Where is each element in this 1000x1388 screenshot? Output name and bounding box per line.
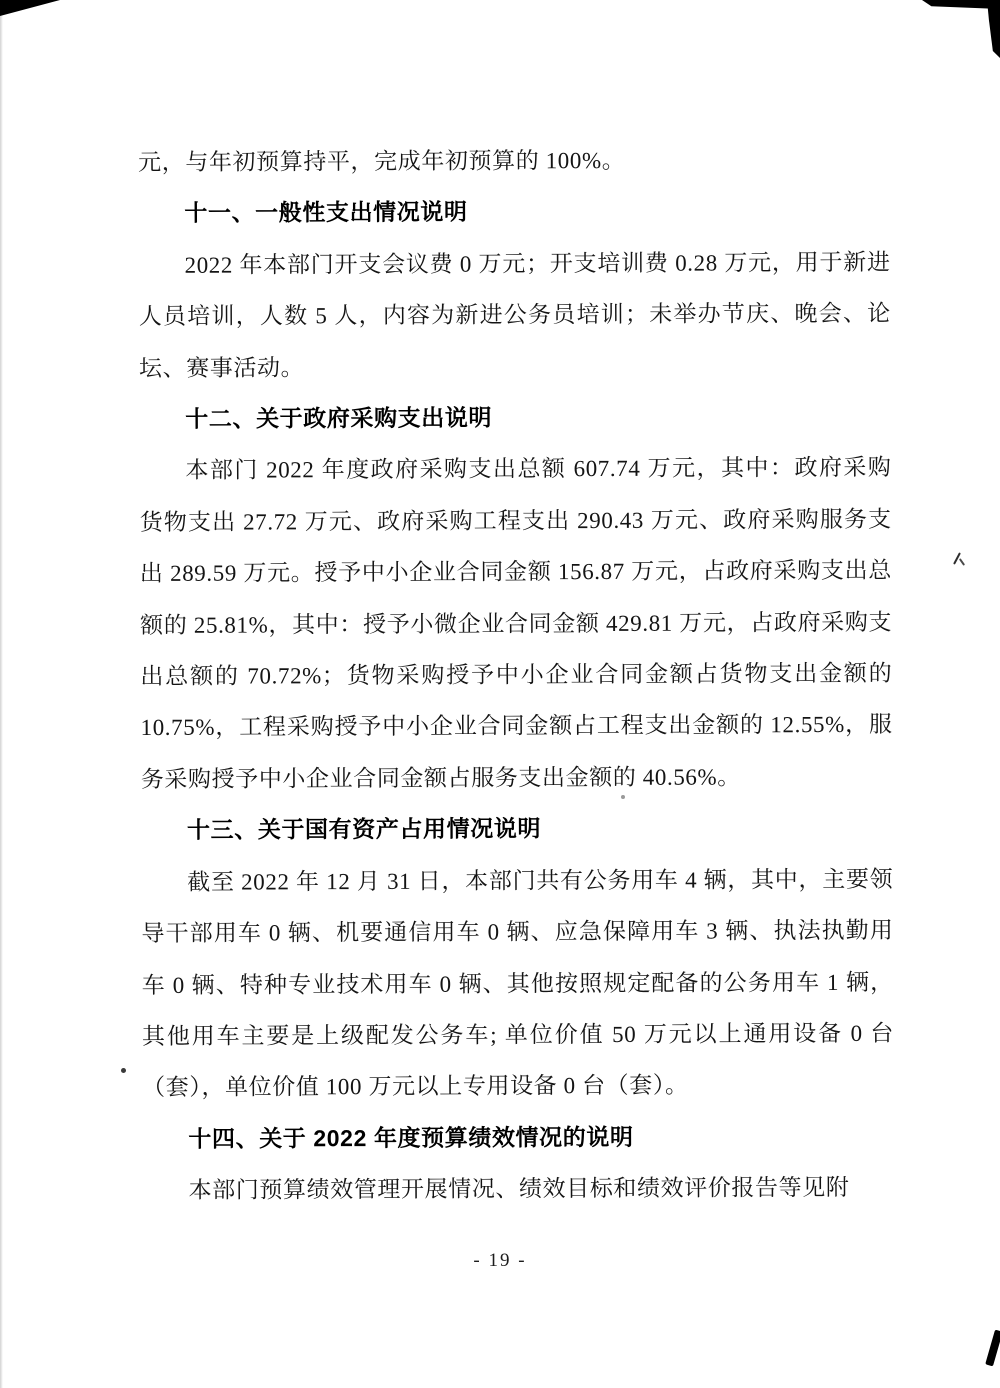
page-number: - 19 - — [473, 1250, 527, 1271]
section-13-paragraph: 截至 2022 年 12 月 31 日，本部门共有公务用车 4 辆，其中，主要领导干部用车 0 辆、机要通信用车 0 辆、应急保障用车 3 辆、执法执勤用车 0 辆、特种专业技术用车 0 辆、其他按照规定配备的公务用车 1 辆，其他用车主要是上级配发公务车; 单位价值 50 万元以上通用设备 0 台（套），单位价值 100 万元以上专用设备 0 台（套）。 — [141, 866, 894, 1101]
section-12-paragraph: 本部门 2022 年度政府采购支出总额 607.74 万元，其中：政府采购货物支出 27.72 万元、政府采购工程支出 290.43 万元、政府采购服务支出 289.59 万元。授予中小企业合同金额 156.87 万元，占政府采购支出总额的 25.81%，其中：授予小微企业合同金额 429.81 万元，占政府采购支出总额的 70.72%；货物采购授予中小企业合同金额占货物支出金额的 10.75%，工程采购授予中小企业合同金额占工程支出金额的 12.55%，服务采购授予中小企业合同金额占服务支出金额的 40.56%。 — [139, 455, 893, 792]
scan-artifact-top-left — [0, 0, 60, 16]
section-11-paragraph: 2022 年本部门开支会议费 0 万元；开支培训费 0.28 万元，用于新进人员培训，人数 5 人，内容为新进公务员培训；未举办节庆、晚会、论坛、赛事活动。 — [138, 249, 891, 381]
scan-artifact-top-right-vertical — [987, 0, 1000, 58]
document-content — [138, 134, 895, 1217]
section-heading-13: 十三、关于国有资产占用情况说明 — [186, 815, 542, 844]
scan-artifact-bottom-right — [985, 1330, 1000, 1367]
section-heading-14: 十四、关于 2022 年度预算绩效情况的说明 — [188, 1123, 634, 1152]
scan-edge-shadow — [0, 0, 3, 1388]
section-heading-11: 十一、一般性支出情况说明 — [184, 198, 468, 227]
ink-speck — [121, 1068, 126, 1073]
paragraph-continuation: 元，与年初预算持平，完成年初预算的 100%。 — [138, 147, 626, 175]
ink-speck — [959, 558, 965, 566]
section-heading-12: 十二、关于政府采购支出说明 — [185, 404, 493, 432]
section-14-paragraph: 本部门预算绩效管理开展情况、绩效目标和绩效评价报告等见附 — [188, 1175, 850, 1203]
